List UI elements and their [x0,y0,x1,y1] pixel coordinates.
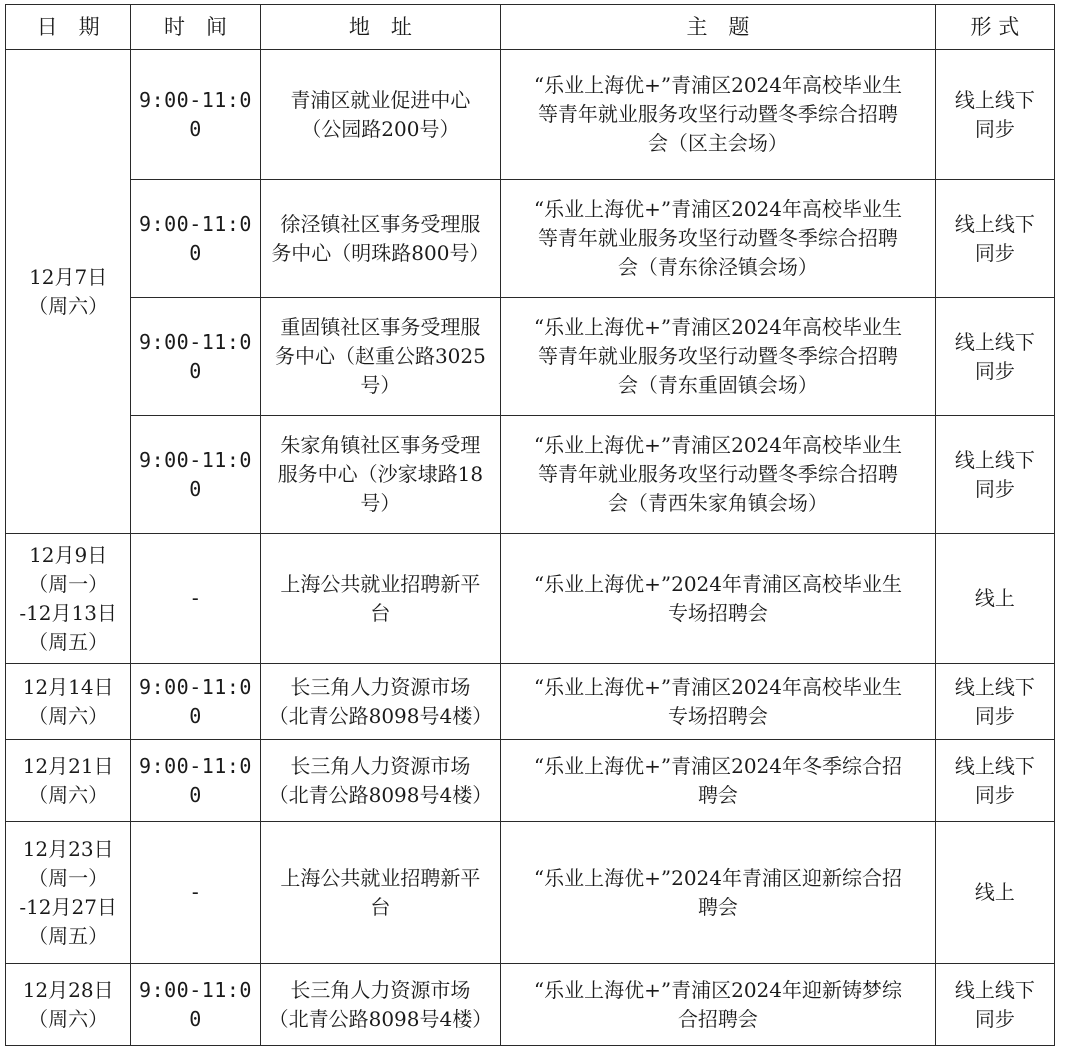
time-cell: 9:00-11:00 [131,664,260,740]
time-cell: - [131,534,260,664]
date-line: （周六） [28,782,109,807]
address-cell [260,964,501,1046]
address-line: 朱家角镇社区事务受理 [280,433,481,457]
format-line: 线上线下 [954,447,1035,472]
date-cell [6,534,131,664]
time-cell: 9:00-11:00 [131,180,260,298]
address-line: 台 [370,600,391,625]
table-row [6,180,1055,298]
address-cell [260,180,501,298]
date-line: 12月14日 [22,674,114,699]
topic-line: “乐业上海优+”青浦区2024年高校毕业生 [533,674,902,699]
address-line: （公园路200号） [301,116,460,141]
address-line: 徐泾镇社区事务受理服 [280,211,481,236]
format-cell [935,964,1054,1046]
format-line: 同步 [974,476,1015,501]
address-cell [260,664,501,740]
date-line: （周六） [28,703,109,728]
format-cell [935,664,1054,740]
format-line: 线上 [974,880,1015,904]
header-format: 形 式 [935,5,1054,50]
topic-cell [501,822,936,964]
format-line: 线上线下 [954,87,1035,112]
address-line: 长三角人力资源市场 [290,753,471,778]
table-row [6,50,1055,180]
address-line: 上海公共就业招聘新平 [280,865,481,890]
time-cell: 9:00-11:00 [131,740,260,822]
address-line: 务中心（明珠路800号） [271,240,490,265]
address-line: （北青公路8098号4楼） [268,703,493,728]
address-line: 号） [360,491,401,515]
topic-line: 聘会 [697,782,738,807]
date-cell [6,50,131,534]
format-cell [935,50,1054,180]
address-line: （北青公路8098号4楼） [268,1006,493,1031]
topic-line: 会（青西朱家角镇会场） [607,491,828,515]
address-line: 台 [370,894,391,919]
topic-line: “乐业上海优+”青浦区2024年高校毕业生 [533,73,902,97]
address-line: 青浦区就业促进中心 [290,87,471,112]
address-cell [260,416,501,534]
address-cell [260,822,501,964]
topic-cell [501,180,936,298]
format-line: 线上线下 [954,211,1035,236]
topic-line: 会（青东徐泾镇会场） [617,255,818,279]
topic-line: “乐业上海优+”青浦区2024年冬季综合招 [533,753,902,778]
date-line: （周一） [28,571,109,596]
topic-line: 等青年就业服务攻坚行动暨冬季综合招聘 [537,226,898,250]
table-row [6,822,1055,964]
header-time: 时 间 [131,5,260,50]
time-cell: 9:00-11:00 [131,964,260,1046]
address-line: 上海公共就业招聘新平 [280,571,481,596]
job-fair-schedule-table [5,4,1055,1046]
topic-line: 合招聘会 [677,1006,758,1031]
topic-cell [501,740,936,822]
header-address: 地 址 [260,5,501,50]
date-line: -12月13日 [19,600,117,625]
date-line: 12月23日 [22,836,114,861]
format-line: 同步 [974,116,1015,141]
format-cell [935,298,1054,416]
topic-line: 会（区主会场） [647,131,788,155]
time-cell: 9:00-11:00 [131,50,260,180]
header-date: 日 期 [6,5,131,50]
format-cell [935,740,1054,822]
date-line: （周六） [28,1006,109,1031]
topic-line: “乐业上海优+”青浦区2024年迎新铸梦综 [533,977,902,1002]
date-line: （周五） [28,629,109,654]
table-row [6,664,1055,740]
format-cell [935,180,1054,298]
address-line: 服务中心（沙家埭路18 [277,462,484,486]
address-line: 重固镇社区事务受理服 [280,315,481,339]
topic-line: 聘会 [697,894,738,919]
format-cell [935,822,1054,964]
table-header-row [6,5,1055,50]
table-row [6,964,1055,1046]
date-cell [6,964,131,1046]
date-line: （周五） [28,923,109,948]
address-cell [260,50,501,180]
topic-cell [501,534,936,664]
topic-line: 等青年就业服务攻坚行动暨冬季综合招聘 [537,344,898,368]
format-cell [935,416,1054,534]
topic-line: 等青年就业服务攻坚行动暨冬季综合招聘 [537,102,898,126]
format-cell [935,534,1054,664]
topic-line: “乐业上海优+”青浦区2024年高校毕业生 [533,315,902,339]
date-line: （周六） [28,293,109,318]
format-line: 线上 [974,586,1015,610]
format-line: 同步 [974,358,1015,383]
topic-line: 专场招聘会 [667,600,768,625]
time-cell: - [131,822,260,964]
address-cell [260,740,501,822]
format-line: 线上线下 [954,674,1035,699]
topic-line: “乐业上海优+”青浦区2024年高校毕业生 [533,433,902,457]
topic-line: 专场招聘会 [667,703,768,728]
table-row [6,416,1055,534]
date-cell [6,664,131,740]
topic-cell [501,964,936,1046]
topic-cell [501,664,936,740]
date-line: -12月27日 [19,894,117,919]
topic-cell [501,416,936,534]
time-cell: 9:00-11:00 [131,416,260,534]
table-row [6,740,1055,822]
address-cell [260,534,501,664]
table-row [6,534,1055,664]
date-line: 12月28日 [22,977,114,1002]
date-line: （周一） [28,865,109,890]
topic-line: 等青年就业服务攻坚行动暨冬季综合招聘 [537,462,898,486]
table-row [6,298,1055,416]
format-line: 线上线下 [954,977,1035,1002]
address-line: 长三角人力资源市场 [290,977,471,1002]
topic-line: “乐业上海优+”2024年青浦区高校毕业生 [533,571,902,596]
date-line: 12月7日 [29,264,108,289]
format-line: 同步 [974,703,1015,728]
time-cell: 9:00-11:00 [131,298,260,416]
address-cell [260,298,501,416]
address-line: （北青公路8098号4楼） [268,782,493,807]
format-line: 同步 [974,782,1015,807]
address-line: 长三角人力资源市场 [290,674,471,699]
topic-line: 会（青东重固镇会场） [617,373,818,397]
topic-line: “乐业上海优+”2024年青浦区迎新综合招 [533,865,902,890]
format-line: 线上线下 [954,753,1035,778]
format-line: 同步 [974,240,1015,265]
address-line: 务中心（赵重公路3025 [274,344,486,368]
address-line: 号） [360,373,401,397]
topic-cell [501,298,936,416]
format-line: 同步 [974,1006,1015,1031]
date-cell [6,822,131,964]
topic-line: “乐业上海优+”青浦区2024年高校毕业生 [533,197,902,221]
date-line: 12月9日 [29,542,108,567]
date-line: 12月21日 [22,753,114,778]
header-topic: 主 题 [501,5,936,50]
schedule-document [5,4,1055,1046]
format-line: 线上线下 [954,329,1035,354]
date-cell [6,740,131,822]
topic-cell [501,50,936,180]
